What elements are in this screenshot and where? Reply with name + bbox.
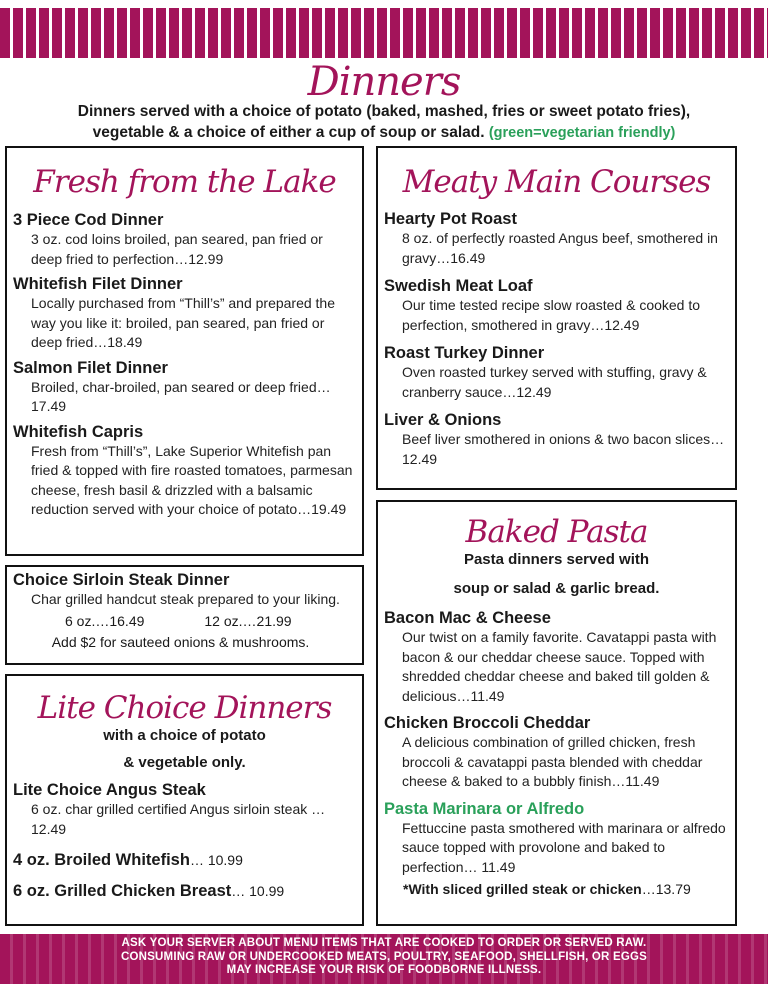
item-name: Liver & Onions: [384, 411, 502, 429]
item-name: Roast Turkey Dinner: [384, 344, 545, 362]
menu-item: [13, 422, 356, 520]
steak-chicken-addon: [378, 881, 735, 897]
menu-item: [13, 851, 362, 870]
item-description: Our twist on a family favorite. Cavatappi pasta with bacon & our cheddar cheese sauce. Topped with shredded cheddar cheese and baked till golden & delicious…11.49: [402, 629, 717, 704]
section-subtitle-2: soup or salad & garlic bread.: [453, 580, 660, 597]
menu-item: [384, 608, 729, 706]
intro-line-1: Dinners served with a choice of potato (baked, mashed, fries or sweet potato fries),: [77, 103, 691, 120]
item-name: Whitefish Filet Dinner: [13, 275, 183, 293]
notice-line: CONSUMING RAW OR UNDERCOOKED MEATS, POULTRY, SEAFOOD, SHELLFISH, OR EGGS: [121, 950, 647, 963]
menu-item-vegetarian: [384, 799, 729, 878]
item-description: A delicious combination of grilled chicken, fresh broccoli & cavatappi pasta blended with cheddar cheese & baked to a bubbly finish…11.49: [402, 734, 703, 789]
menu-item: [13, 274, 356, 353]
section-title: Meaty Main Courses: [402, 164, 711, 200]
section-lite-choice-dinners: [5, 674, 364, 926]
menu-item: [384, 410, 729, 469]
item-price: … 10.99: [231, 883, 285, 899]
intro-line-2: [20, 122, 748, 144]
item-description: Fresh from “Thill’s”, Lake Superior Whitefish pan fried & topped with fire roasted tomatoes, parmesan cheese, fresh basil & drizzled with a balsamic reduction served with your choice of potato…19.49: [31, 442, 353, 517]
item-description: 8 oz. of perfectly roasted Angus beef, smothered in gravy…16.49: [402, 230, 718, 266]
item-description: Beef liver smothered in onions & two bacon slices…12.49: [402, 431, 725, 467]
sirloin-addon-note: Add $2 for sauteed onions & mushrooms.: [51, 633, 310, 650]
top-stripe-bar: [0, 8, 768, 58]
section-meaty-main-courses: [376, 146, 737, 490]
item-name: Choice Sirloin Steak Dinner: [13, 571, 230, 589]
price-12oz: 12 oz.…21.99: [204, 612, 292, 629]
section-baked-pasta: [376, 500, 737, 926]
section-fresh-from-the-lake: [5, 146, 364, 556]
bottom-notice-bar: [0, 934, 768, 984]
menu-item: [13, 210, 356, 269]
item-name: Whitefish Capris: [13, 422, 144, 441]
intro-line-2-text: vegetable & a choice of either a cup of soup or salad.: [92, 124, 485, 141]
item-name: 6 oz. Grilled Chicken Breast: [13, 882, 232, 900]
item-description: Char grilled handcut steak prepared to your liking.: [31, 591, 340, 607]
sirloin-prices: [7, 610, 362, 632]
menu-item: [13, 358, 356, 417]
item-name: Hearty Pot Roast: [384, 210, 517, 228]
vegetarian-note: (green=vegetarian friendly): [488, 125, 676, 141]
menu-item: [384, 209, 729, 268]
notice-line: MAY INCREASE YOUR RISK OF FOODBORNE ILLNESS.: [226, 964, 542, 976]
item-description: Fettuccine pasta smothered with marinara or alfredo sauce topped with provolone and baked to perfection… 11.49: [402, 819, 726, 875]
item-description: Broiled, char-broiled, pan seared or deep fried…17.49: [31, 378, 331, 414]
section-subtitle-1: with a choice of potato: [103, 727, 266, 744]
intro-text: [20, 101, 748, 144]
section-title: Lite Choice Dinners: [37, 690, 332, 726]
section-subtitle-2: & vegetable only.: [123, 754, 246, 771]
price-6oz: 6 oz.…16.49: [65, 612, 145, 629]
menu-item: [13, 882, 362, 901]
section-sirloin-steak: [5, 565, 364, 665]
addon-price: …13.79: [641, 881, 691, 897]
item-name: Lite Choice Angus Steak: [13, 781, 206, 799]
menu-item: [384, 713, 729, 792]
item-description: Our time tested recipe slow roasted & cooked to perfection, smothered in gravy…12.49: [402, 297, 701, 333]
menu-item: [13, 570, 356, 610]
food-safety-notice: [40, 937, 728, 978]
notice-line: ASK YOUR SERVER ABOUT MENU ITEMS THAT ARE COOKED TO ORDER OR SERVED RAW.: [121, 937, 647, 949]
item-description: Oven roasted turkey served with stuffing, gravy & cranberry sauce…12.49: [402, 364, 707, 400]
section-subtitle-1: Pasta dinners served with: [463, 551, 650, 568]
item-name: Swedish Meat Loaf: [384, 277, 533, 295]
section-title: Fresh from the Lake: [33, 164, 336, 200]
section-title: Baked Pasta: [465, 514, 648, 550]
item-name: 3 Piece Cod Dinner: [13, 211, 164, 229]
item-name: 4 oz. Broiled Whitefish: [13, 851, 190, 869]
item-price: … 10.99: [189, 852, 243, 868]
item-description: Locally purchased from “Thill’s” and prepared the way you like it: broiled, pan seared, pan fried or deep fried…18.49: [31, 295, 336, 350]
item-description: 3 oz. cod loins broiled, pan seared, pan fried or deep fried to perfection…12.99: [31, 231, 323, 267]
item-name: Chicken Broccoli Cheddar: [384, 714, 591, 732]
menu-item: [13, 780, 356, 839]
item-description: 6 oz. char grilled certified Angus sirloin steak …12.49: [31, 801, 326, 837]
page-title: Dinners: [307, 59, 461, 105]
item-name: Pasta Marinara or Alfredo: [384, 799, 585, 818]
item-name: Salmon Filet Dinner: [13, 358, 168, 377]
menu-item: [384, 343, 729, 402]
addon-text: *With sliced grilled steak or chicken: [403, 881, 642, 897]
menu-item: [384, 276, 729, 335]
item-name: Bacon Mac & Cheese: [384, 609, 551, 627]
